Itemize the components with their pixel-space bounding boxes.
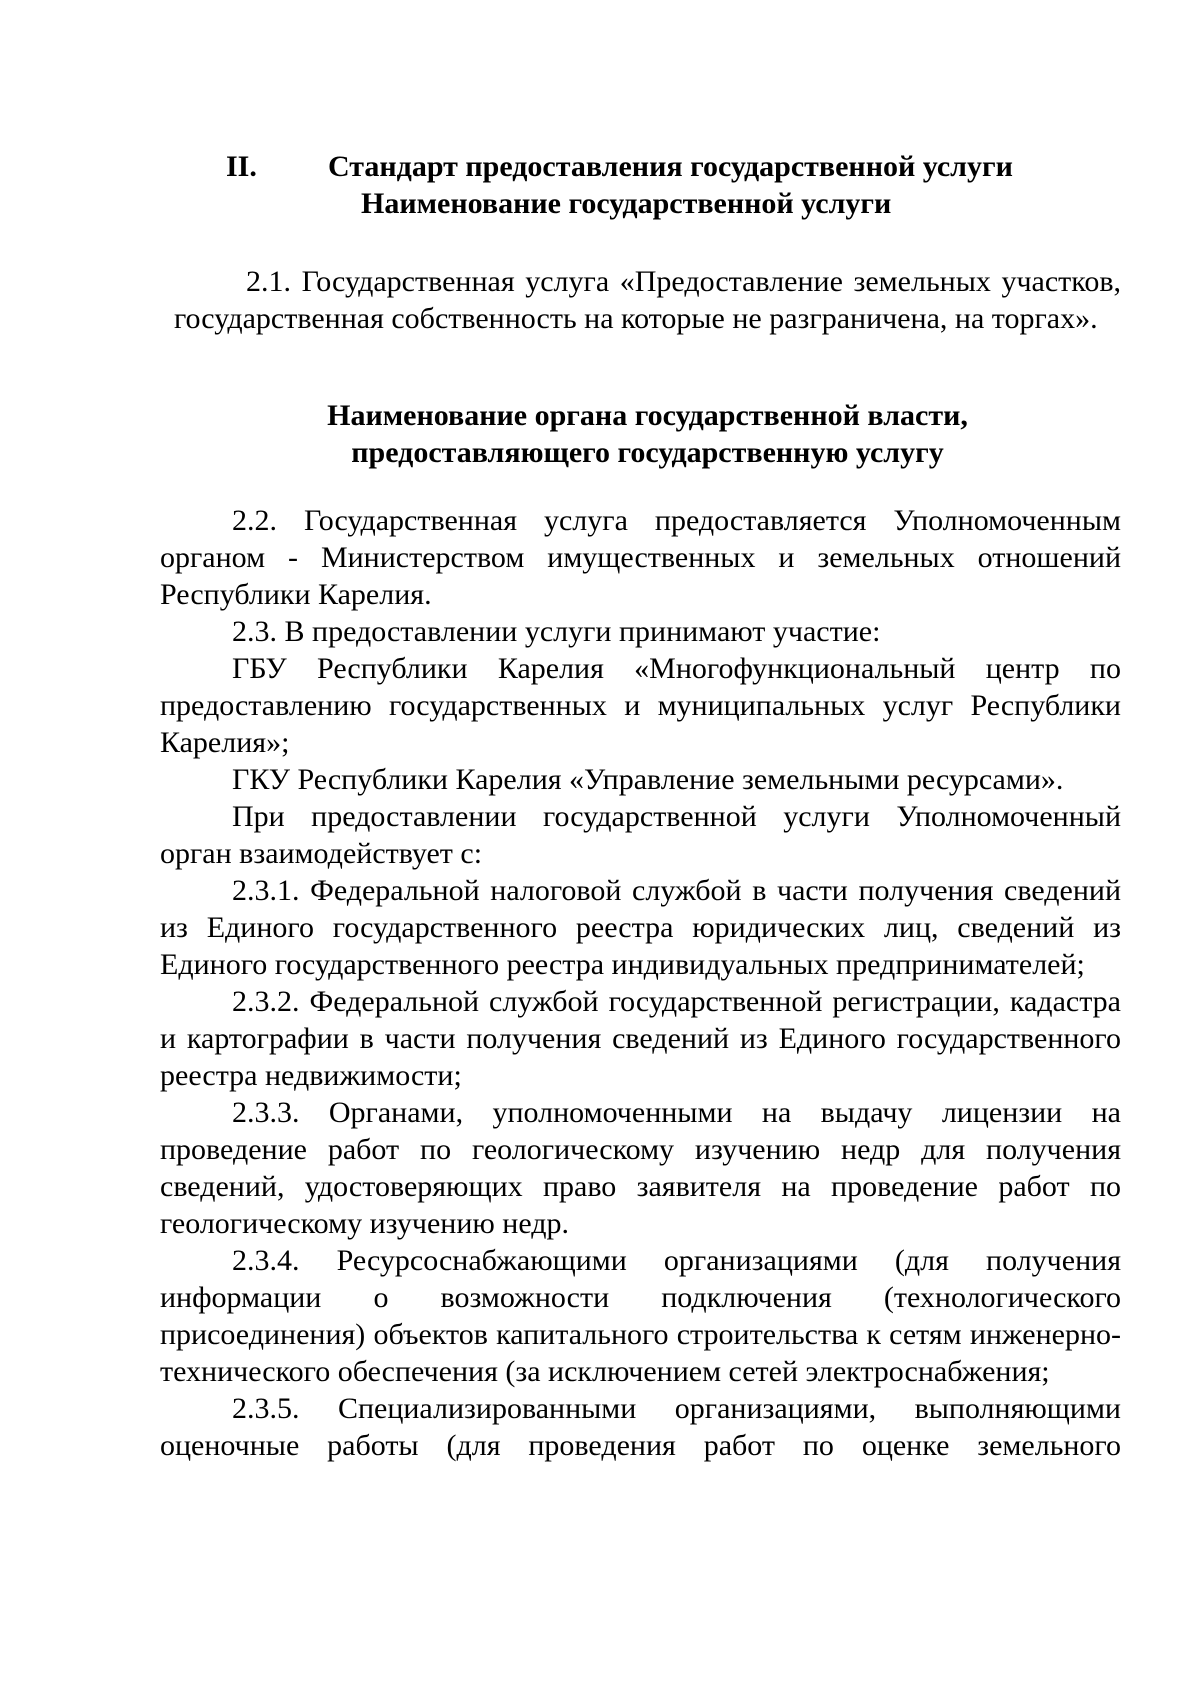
section-title: Стандарт предоставления государственной услуги [328,150,1013,183]
paragraph-2-3: 2.3. В предоставлении услуги принимают участие: [232,615,881,648]
paragraph-2-3-4: 2.3.4. Ресурсоснабжающими организациями (для получения информации о возможности подключения (технологического присоединения) объектов капитального строительства к сетям инженерно-технического обеспечения (за исключением сетей электроснабжения; [160,1244,1121,1388]
paragraph-2-3-2: 2.3.2. Федеральной службой государственной регистрации, кадастра и картографии в части получения сведений из Единого государственного реестра недвижимости; [160,985,1121,1092]
paragraph-block-main [160,502,1121,1464]
subheading-line-1: Наименование органа государственной власти, [327,399,968,432]
subheading-line-2: предоставляющего государственную услугу [351,436,944,469]
paragraph-2-1: 2.1. Государственная услуга «Предоставление земельных участков, государственная собственность на которые не разграничена, на торгах». [174,265,1121,335]
section-subtitle: Наименование государственной услуги [361,187,892,220]
section-number: II. [226,150,257,183]
paragraph-gku: ГКУ Республики Карелия «Управление земельными ресурсами». [232,763,1064,796]
subheading-authority [174,397,1121,471]
paragraph-2-3-1: 2.3.1. Федеральной налоговой службой в части получения сведений из Единого государственного реестра юридических лиц, сведений из Единого государственного реестра индивидуальных предпринимателей; [160,874,1121,981]
paragraph-interaction: При предоставлении государственной услуги Уполномоченный орган взаимодействует с: [160,800,1121,870]
paragraph-2-3-5: 2.3.5. Специализированными организациями, выполняющими оценочные работы (для проведения работ по оценке земельного [160,1392,1121,1462]
paragraph-block-2-1 [174,263,1121,337]
paragraph-2-2: 2.2. Государственная услуга предоставляется Уполномоченным органом - Министерством имущественных и земельных отношений Республики Карелия. [160,504,1121,611]
paragraph-mfc: ГБУ Республики Карелия «Многофункциональный центр по предоставлению государственных и муниципальных услуг Республики Карелия»; [160,652,1121,759]
paragraph-2-3-3: 2.3.3. Органами, уполномоченными на выдачу лицензии на проведение работ по геологическому изучению недр для получения сведений, удостоверяющих право заявителя на проведение работ по геологическому изучению недр. [160,1096,1121,1240]
